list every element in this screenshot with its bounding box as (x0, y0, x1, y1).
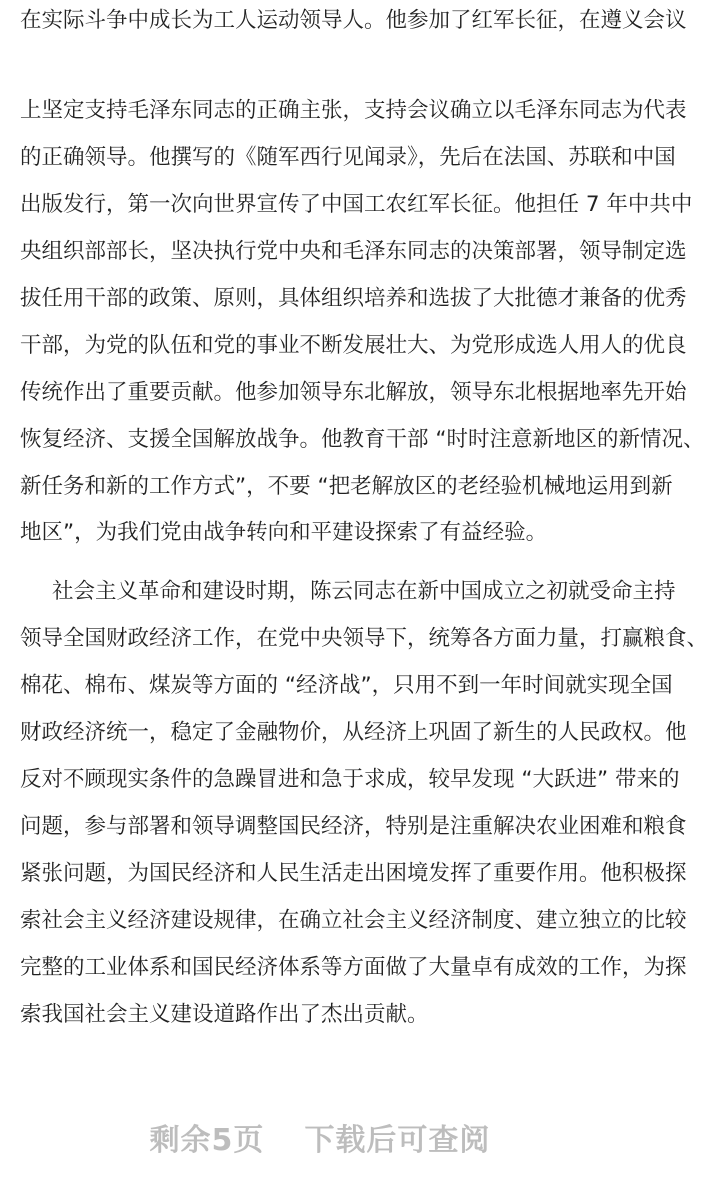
paragraph-2-line-10: 索我国社会主义建设道路作出了杰出贡献。 (20, 1002, 429, 1027)
paragraph-1-line-7: 干部，为党的队伍和党的事业不断发展壮大、为党形成选人用人的优良 (20, 333, 687, 358)
paragraph-1-line-11: 地区”，为我们党由战争转向和平建设探索了有益经验。 (20, 520, 548, 545)
paragraph-1-line-8: 传统作出了重要贡献。他参加领导东北解放，领导东北根据地率先开始 (20, 380, 687, 405)
paragraph-1-line-2: 上坚定支持毛泽东同志的正确主张，支持会议确立以毛泽东同志为代表 (20, 98, 687, 123)
remaining-pages-label: 剩余5页 (149, 1123, 265, 1158)
paragraph-1-line-6: 拔任用干部的政策、原则，具体组织培养和选拔了大批德才兼备的优秀 (20, 286, 687, 311)
paragraph-1-line-9: 恢复经济、支援全国解放战争。他教育干部 “时时注意新地区的新情况、 (20, 427, 705, 452)
paragraph-2-line-6: 问题，参与部署和领导调整国民经济，特别是注重解决农业困难和粮食 (20, 814, 687, 839)
paragraph-2-line-3: 棉花、棉布、煤炭等方面的 “经济战”，只用不到一年时间就实现全国 (20, 673, 673, 698)
paragraph-2-line-5: 反对不顾现实条件的急躁冒进和急于求成，较早发现 “大跃进” 带来的 (20, 767, 680, 792)
paragraph-1-line-1: 在实际斗争中成长为工人运动领导人。他参加了红军长征，在遵义会议 (20, 8, 687, 33)
paragraph-1-line-3: 的正确领导。他撰写的《随军西行见闻录》，先后在法国、苏联和中国 (20, 145, 676, 170)
paragraph-2-line-8: 索社会主义经济建设规律，在确立社会主义经济制度、建立独立的比较 (20, 908, 687, 933)
paragraph-2-line-1: 社会主义革命和建设时期，陈云同志在新中国成立之初就受命主持 (52, 579, 676, 604)
paragraph-1-line-4: 出版发行，第一次向世界宣传了中国工农红军长征。他担任 7 年中共中 (20, 192, 693, 217)
download-prompt[interactable] (0, 1115, 640, 1159)
paragraph-2-line-7: 紧张问题，为国民经济和人民生活走出困境发挥了重要作用。他积极探 (20, 861, 687, 886)
download-to-view-label: 下载后可查阅 (304, 1123, 491, 1158)
paragraph-2-line-4: 财政经济统一，稳定了金融物价，从经济上巩固了新生的人民政权。他 (20, 720, 687, 745)
paragraph-1-line-10: 新任务和新的工作方式”，不要 “把老解放区的老经验机械地运用到新 (20, 474, 673, 499)
paragraph-1-line-5: 央组织部部长，坚决执行党中央和毛泽东同志的决策部署，领导制定选 (20, 239, 687, 264)
paragraph-2-line-9: 完整的工业体系和国民经济体系等方面做了大量卓有成效的工作，为探 (20, 955, 687, 980)
paragraph-2-line-2: 领导全国财政经济工作，在党中央领导下，统筹各方面力量，打赢粮食、 (20, 626, 708, 651)
